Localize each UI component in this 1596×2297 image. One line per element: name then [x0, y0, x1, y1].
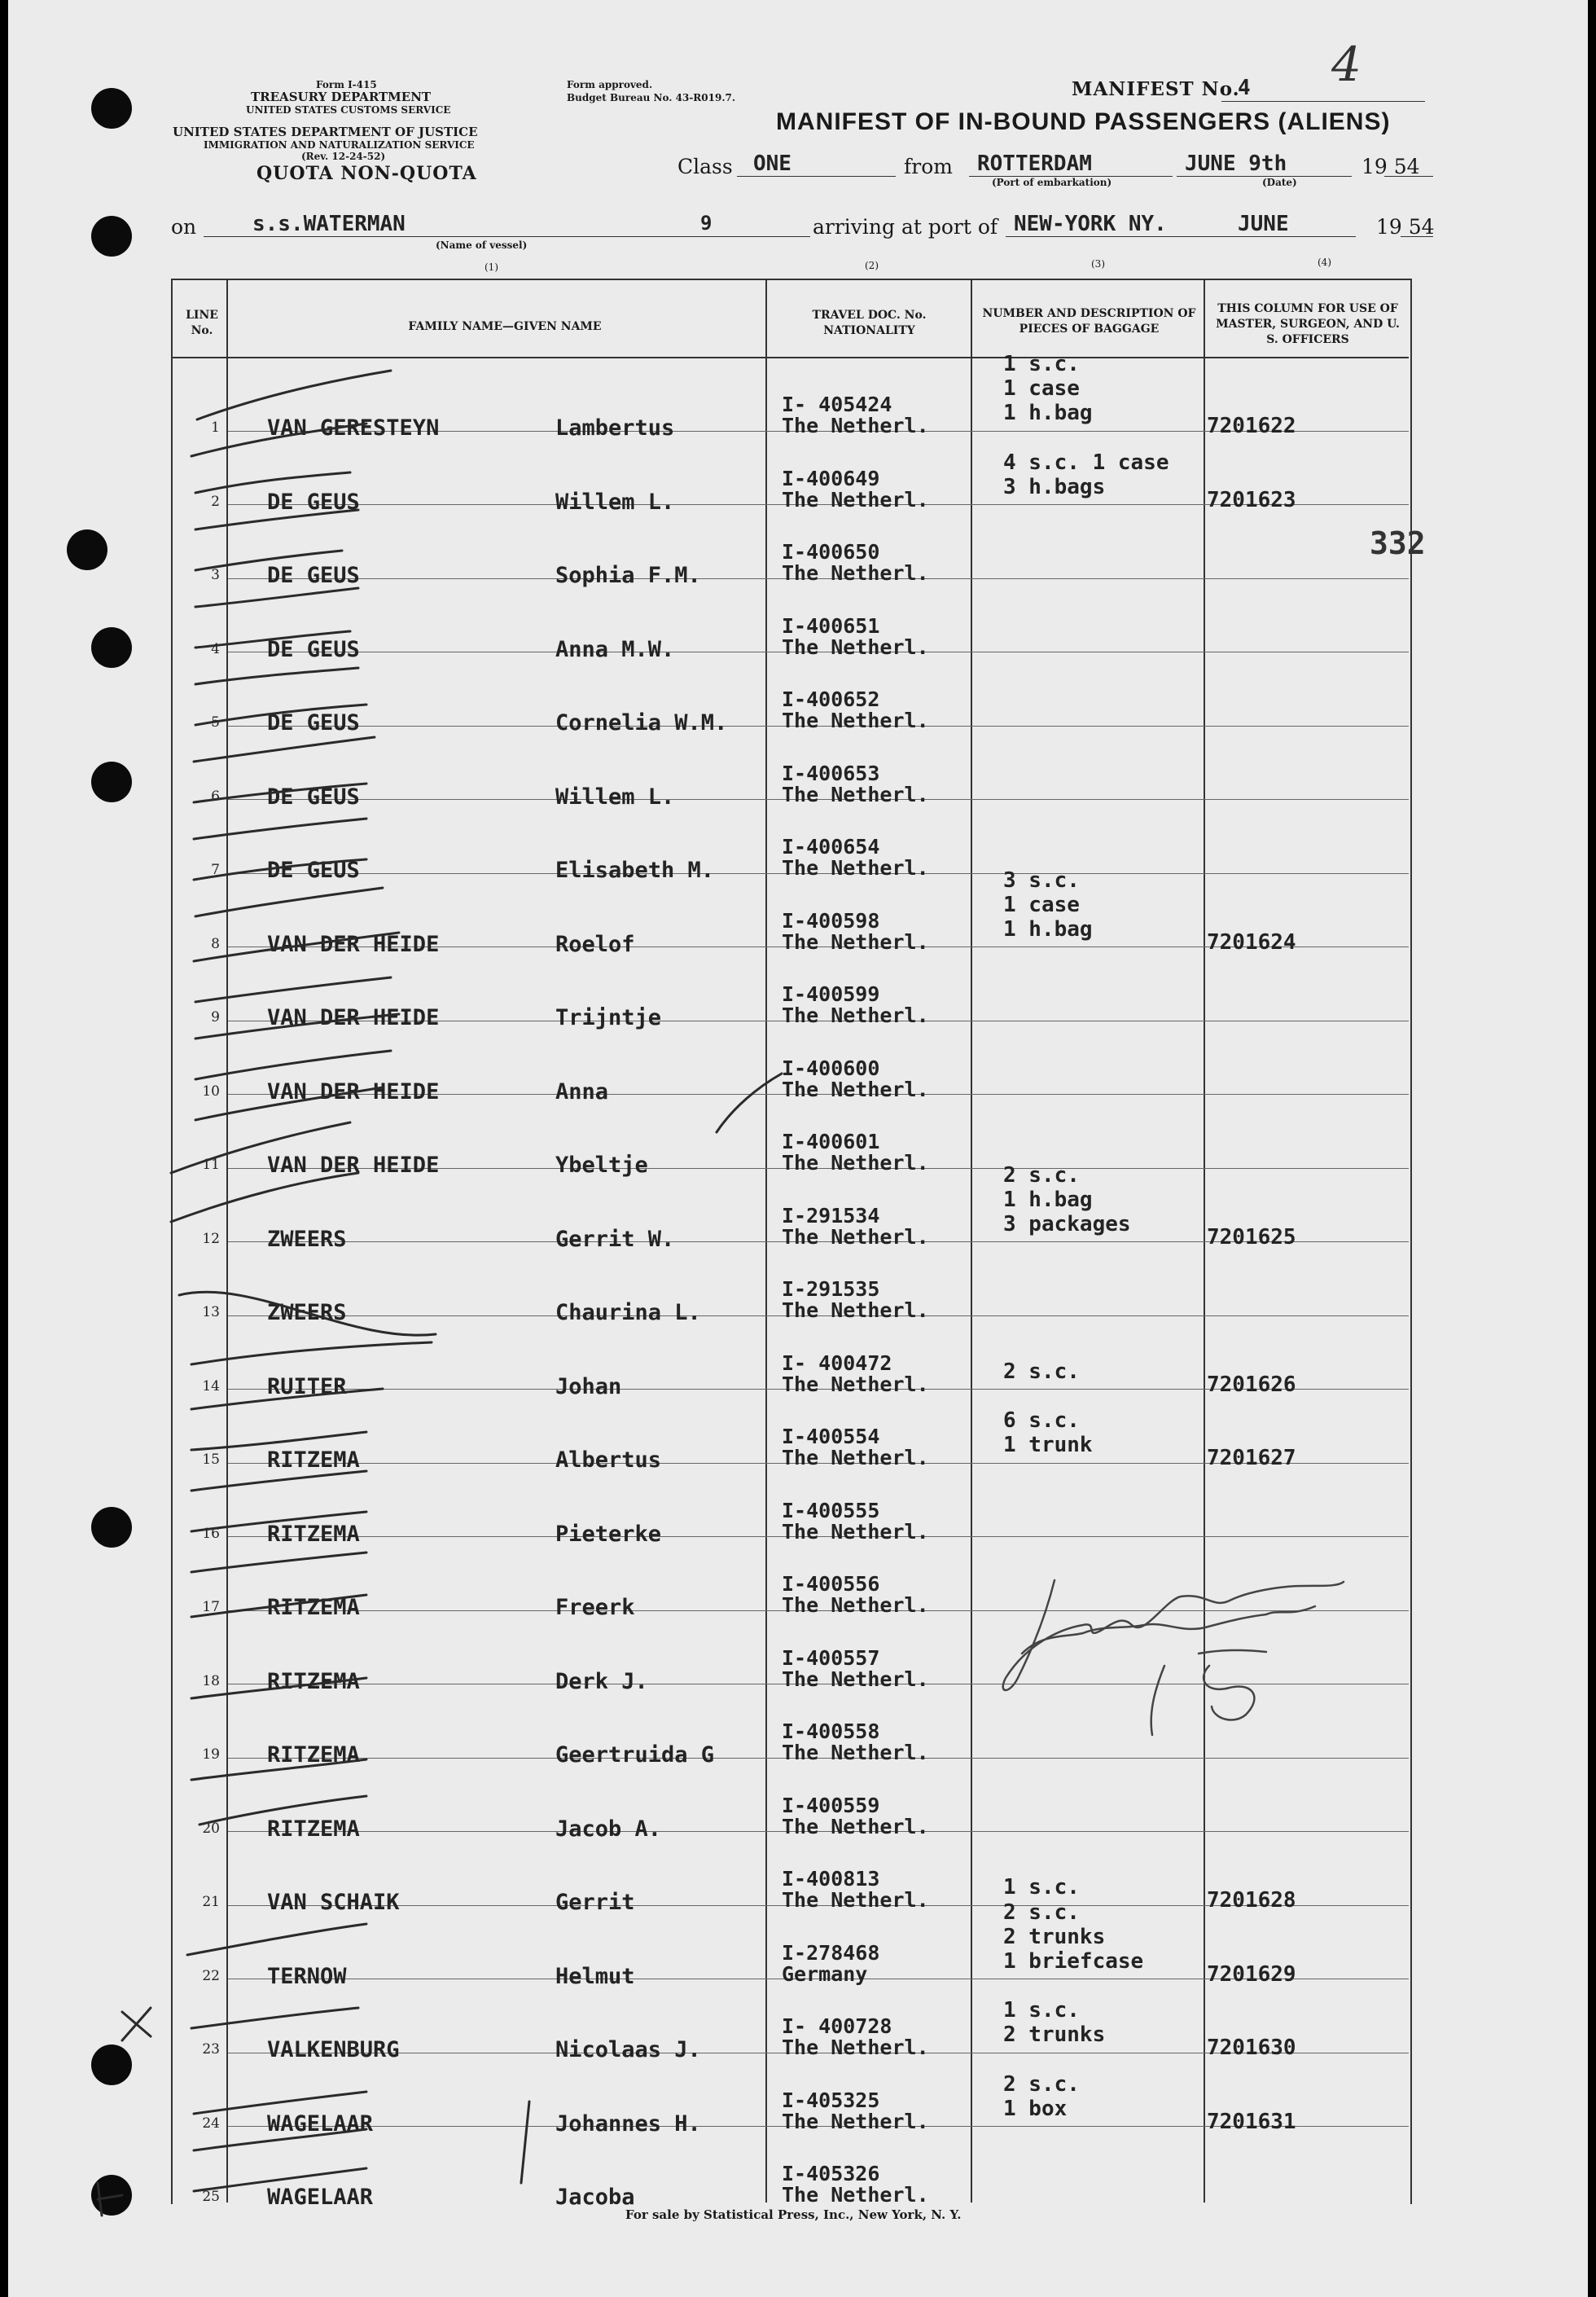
manifest-page — [8, 0, 1588, 2297]
family-name: RITZEMA — [267, 1522, 360, 1547]
treasury-dept: TREASURY DEPARTMENT — [251, 90, 432, 104]
nationality: The Netherl. — [782, 1888, 929, 1912]
line-number: 16 — [202, 1526, 220, 1542]
col-num-1: (1) — [484, 261, 498, 273]
embark-date: JUNE 9th — [1185, 152, 1287, 176]
travel-doc-number: I- 400472 — [782, 1351, 892, 1375]
line-number: 6 — [211, 788, 220, 805]
line-number: 7 — [211, 862, 220, 878]
given-name: Albertus — [555, 1447, 662, 1473]
baggage-item: 1 h.bag — [1003, 917, 1093, 942]
nationality: Germany — [782, 1962, 868, 1986]
travel-doc-number: I-400559 — [782, 1794, 880, 1817]
line-number: 10 — [202, 1083, 220, 1100]
travel-doc-number: I-405326 — [782, 2162, 880, 2185]
nationality: The Netherl. — [782, 488, 929, 512]
line-number: 4 — [211, 641, 220, 657]
nationality: The Netherl. — [782, 1298, 929, 1322]
given-name: Gerrit — [555, 1890, 635, 1915]
baggage-item: 3 h.bags — [1003, 475, 1106, 499]
given-name: Johannes H. — [555, 2111, 701, 2137]
line-number: 20 — [202, 1820, 220, 1837]
manifest-no-handwritten: 4 — [1331, 37, 1361, 92]
form-approved: Form approved. — [567, 79, 653, 90]
stamp-number: 332 — [1370, 525, 1426, 561]
class-value: ONE — [753, 152, 791, 176]
family-name: VAN DER HEIDE — [267, 1153, 440, 1178]
line-number: 17 — [202, 1599, 220, 1615]
line-number: 3 — [211, 567, 220, 583]
family-name: ZWEERS — [267, 1300, 347, 1325]
family-name: VAN SCHAIK — [267, 1890, 400, 1915]
family-name: DE GEUS — [267, 637, 360, 662]
binder-hole — [91, 627, 132, 668]
nationality: The Netherl. — [782, 783, 929, 806]
given-name: Roelof — [555, 932, 635, 957]
nationality: The Netherl. — [782, 1741, 929, 1764]
col-header-name: FAMILY NAME—GIVEN NAME — [408, 320, 602, 333]
travel-doc-number: I-291534 — [782, 1204, 880, 1228]
line-number: 13 — [202, 1304, 220, 1320]
family-name: DE GEUS — [267, 784, 360, 810]
col-header-officers: THIS COLUMN FOR USE OF MASTER, SURGEON, AND U. S. OFFICERS — [1216, 302, 1400, 346]
date-caption: (Date) — [1262, 177, 1297, 188]
family-name: RITZEMA — [267, 1447, 360, 1473]
travel-doc-number: I-400554 — [782, 1425, 880, 1448]
given-name: Elisabeth M. — [555, 858, 715, 883]
nationality: The Netherl. — [782, 1078, 929, 1101]
baggage-item: 3 s.c. — [1003, 868, 1080, 893]
line-number: 19 — [202, 1746, 220, 1763]
nationality: The Netherl. — [782, 1225, 929, 1249]
form-number: Form I-415 — [316, 79, 377, 90]
officer-number: 7201627 — [1207, 1446, 1296, 1470]
line-number: 21 — [202, 1894, 220, 1910]
family-name: DE GEUS — [267, 563, 360, 588]
nationality: The Netherl. — [782, 1372, 929, 1396]
col-num-3: (3) — [1091, 258, 1105, 270]
given-name: Lambertus — [555, 415, 675, 441]
travel-doc-number: I- 405424 — [782, 393, 892, 416]
manifest-title: MANIFEST OF IN-BOUND PASSENGERS (ALIENS) — [776, 108, 1391, 135]
given-name: Willem L. — [555, 784, 675, 810]
vessel-caption: (Name of vessel) — [436, 239, 528, 251]
arrival-year: 19 54 — [1376, 215, 1435, 239]
line-number: 9 — [211, 1009, 220, 1026]
given-name: Johan — [555, 1374, 622, 1399]
binder-hole — [67, 529, 107, 570]
given-name: Nicolaas J. — [555, 2037, 701, 2062]
nationality: The Netherl. — [782, 2110, 929, 2133]
nationality: The Netherl. — [782, 930, 929, 954]
travel-doc-number: I-400813 — [782, 1867, 880, 1891]
baggage-item: 2 trunks — [1003, 2023, 1106, 2047]
arriving-label: arriving at port of — [813, 215, 998, 239]
embark-year: 19 54 — [1361, 155, 1420, 178]
baggage-item: 1 s.c. — [1003, 352, 1080, 376]
travel-doc-number: I-400651 — [782, 614, 880, 638]
binder-hole — [91, 1507, 132, 1548]
family-name: RITZEMA — [267, 1742, 360, 1768]
travel-doc-number: I-405325 — [782, 2088, 880, 2112]
baggage-item: 2 trunks — [1003, 1925, 1106, 1949]
manifest-no-label: MANIFEST No. — [1072, 78, 1240, 100]
nationality: The Netherl. — [782, 1151, 929, 1175]
given-name: Sophia F.M. — [555, 563, 701, 588]
line-number: 15 — [202, 1452, 220, 1468]
given-name: Jacoba — [555, 2185, 635, 2210]
given-name: Freerk — [555, 1595, 635, 1620]
baggage-item: 1 briefcase — [1003, 1949, 1144, 1974]
officer-number: 7201623 — [1207, 488, 1296, 512]
baggage-item: 6 s.c. — [1003, 1408, 1080, 1433]
travel-doc-number: I- 400728 — [782, 2014, 892, 2038]
officer-number: 7201626 — [1207, 1372, 1296, 1397]
baggage-item: 1 box — [1003, 2097, 1068, 2121]
on-label: on — [171, 215, 197, 239]
baggage-item: 3 packages — [1003, 1212, 1131, 1236]
nationality: The Netherl. — [782, 1815, 929, 1838]
travel-doc-number: I-400601 — [782, 1130, 880, 1153]
binder-hole — [91, 216, 132, 257]
baggage-item: 2 s.c. — [1003, 1900, 1080, 1925]
officer-number: 7201628 — [1207, 1888, 1296, 1913]
customs-service: UNITED STATES CUSTOMS SERVICE — [246, 104, 451, 116]
col-header-baggage: NUMBER AND DESCRIPTION OF PIECES OF BAGGAGE — [982, 307, 1196, 336]
vessel-name: s.s.WATERMAN — [252, 212, 406, 236]
nationality: The Netherl. — [782, 856, 929, 880]
travel-doc-number: I-400558 — [782, 1719, 880, 1743]
baggage-item: 1 s.c. — [1003, 1998, 1080, 2023]
given-name: Chaurina L. — [555, 1300, 701, 1325]
given-name: Ybeltje — [555, 1153, 648, 1178]
travel-doc-number: I-400650 — [782, 540, 880, 564]
footer-printer: For sale by Statistical Press, Inc., New York, N. Y. — [625, 2207, 962, 2222]
travel-doc-number: I-400555 — [782, 1499, 880, 1522]
family-name: DE GEUS — [267, 490, 360, 515]
class-label: Class — [677, 155, 733, 178]
given-name: Cornelia W.M. — [555, 710, 728, 736]
line-number: 2 — [211, 494, 220, 510]
travel-doc-number: I-278468 — [782, 1941, 880, 1965]
baggage-item: 1 case — [1003, 376, 1080, 401]
given-name: Gerrit W. — [555, 1227, 675, 1252]
arrival-month: JUNE — [1238, 212, 1289, 236]
family-name: VAN GERESTEYN — [267, 415, 440, 441]
given-name: Anna — [555, 1079, 609, 1105]
form-revision: (Rev. 12-24-52) — [301, 151, 386, 162]
col-num-2: (2) — [865, 260, 879, 271]
travel-doc-number: I-400556 — [782, 1572, 880, 1596]
officer-number: 7201629 — [1207, 1962, 1296, 1987]
family-name: VAN DER HEIDE — [267, 932, 440, 957]
family-name: ZWEERS — [267, 1227, 347, 1252]
binder-hole — [91, 2044, 132, 2085]
line-number: 14 — [202, 1378, 220, 1394]
justice-dept: UNITED STATES DEPARTMENT OF JUSTICE — [173, 125, 478, 139]
line-number: 11 — [202, 1157, 220, 1173]
family-name: WAGELAAR — [267, 2185, 374, 2210]
nationality: The Netherl. — [782, 414, 929, 437]
family-name: DE GEUS — [267, 858, 360, 883]
officer-number: 7201625 — [1207, 1225, 1296, 1250]
nationality: The Netherl. — [782, 635, 929, 659]
given-name: Derk J. — [555, 1669, 648, 1694]
baggage-item: 1 case — [1003, 893, 1080, 917]
travel-doc-number: I-400654 — [782, 835, 880, 859]
officer-number: 7201622 — [1207, 414, 1296, 438]
col-header-line: LINE No. — [186, 309, 218, 337]
binder-hole — [91, 762, 132, 802]
officer-number: 7201631 — [1207, 2110, 1296, 2134]
manifest-no-value: 4 — [1238, 76, 1251, 100]
travel-doc-number: I-400649 — [782, 467, 880, 490]
line-number: 8 — [211, 936, 220, 952]
arrival-port: NEW-YORK NY. — [1014, 212, 1167, 236]
vessel-extra: 9 — [700, 212, 712, 235]
ins-service: IMMIGRATION AND NATURALIZATION SERVICE — [204, 139, 475, 151]
travel-doc-number: I-400653 — [782, 762, 880, 785]
col-header-travel: TRAVEL DOC. No. NATIONALITY — [812, 309, 927, 337]
nationality: The Netherl. — [782, 1520, 929, 1544]
given-name: Anna M.W. — [555, 637, 675, 662]
quota-label: QUOTA NON-QUOTA — [256, 163, 477, 184]
given-name: Trijntje — [555, 1005, 662, 1030]
nationality: The Netherl. — [782, 709, 929, 732]
binder-hole — [91, 88, 132, 129]
given-name: Willem L. — [555, 490, 675, 515]
line-number: 22 — [202, 1968, 220, 1984]
baggage-item: 2 s.c. — [1003, 1359, 1080, 1384]
line-number: 23 — [202, 2041, 220, 2058]
officer-number: 7201624 — [1207, 930, 1296, 955]
family-name: VALKENBURG — [267, 2037, 400, 2062]
nationality: The Netherl. — [782, 1593, 929, 1617]
travel-doc-number: I-400598 — [782, 909, 880, 933]
family-name: DE GEUS — [267, 710, 360, 736]
family-name: RITZEMA — [267, 1816, 360, 1842]
family-name: RITZEMA — [267, 1595, 360, 1620]
budget-bureau: Budget Bureau No. 43-R019.7. — [567, 92, 736, 103]
baggage-item: 1 h.bag — [1003, 1188, 1093, 1212]
line-number: 1 — [211, 419, 220, 436]
nationality: The Netherl. — [782, 1667, 929, 1691]
port-embark-caption: (Port of embarkation) — [992, 177, 1112, 188]
nationality: The Netherl. — [782, 1446, 929, 1469]
travel-doc-number: I-400600 — [782, 1056, 880, 1080]
line-number: 12 — [202, 1231, 220, 1247]
nationality: The Netherl. — [782, 2183, 929, 2207]
given-name: Geertruida G — [555, 1742, 715, 1768]
family-name: VAN DER HEIDE — [267, 1005, 440, 1030]
family-name: VAN DER HEIDE — [267, 1079, 440, 1105]
family-name: RUITER — [267, 1374, 347, 1399]
given-name: Helmut — [555, 1964, 635, 1989]
from-label: from — [904, 155, 953, 178]
embark-port: ROTTERDAM — [977, 152, 1092, 176]
family-name: RITZEMA — [267, 1669, 360, 1694]
baggage-item: 1 trunk — [1003, 1433, 1093, 1457]
binder-hole — [91, 2175, 132, 2216]
nationality: The Netherl. — [782, 1004, 929, 1027]
travel-doc-number: I-291535 — [782, 1277, 880, 1301]
line-number: 24 — [202, 2115, 220, 2132]
col-num-4: (4) — [1318, 257, 1331, 268]
baggage-item: 1 s.c. — [1003, 1875, 1080, 1900]
baggage-item: 4 s.c. 1 case — [1003, 450, 1169, 475]
nationality: The Netherl. — [782, 2036, 929, 2059]
line-number: 5 — [211, 714, 220, 731]
baggage-item: 1 h.bag — [1003, 401, 1093, 425]
line-number: 18 — [202, 1673, 220, 1689]
travel-doc-number: I-400652 — [782, 687, 880, 711]
family-name: WAGELAAR — [267, 2111, 374, 2137]
line-number: 25 — [202, 2189, 220, 2205]
travel-doc-number: I-400599 — [782, 982, 880, 1006]
given-name: Jacob A. — [555, 1816, 662, 1842]
travel-doc-number: I-400557 — [782, 1646, 880, 1670]
baggage-item: 2 s.c. — [1003, 1163, 1080, 1188]
given-name: Pieterke — [555, 1522, 662, 1547]
baggage-item: 2 s.c. — [1003, 2072, 1080, 2097]
officer-number: 7201630 — [1207, 2036, 1296, 2060]
family-name: TERNOW — [267, 1964, 347, 1989]
nationality: The Netherl. — [782, 561, 929, 585]
